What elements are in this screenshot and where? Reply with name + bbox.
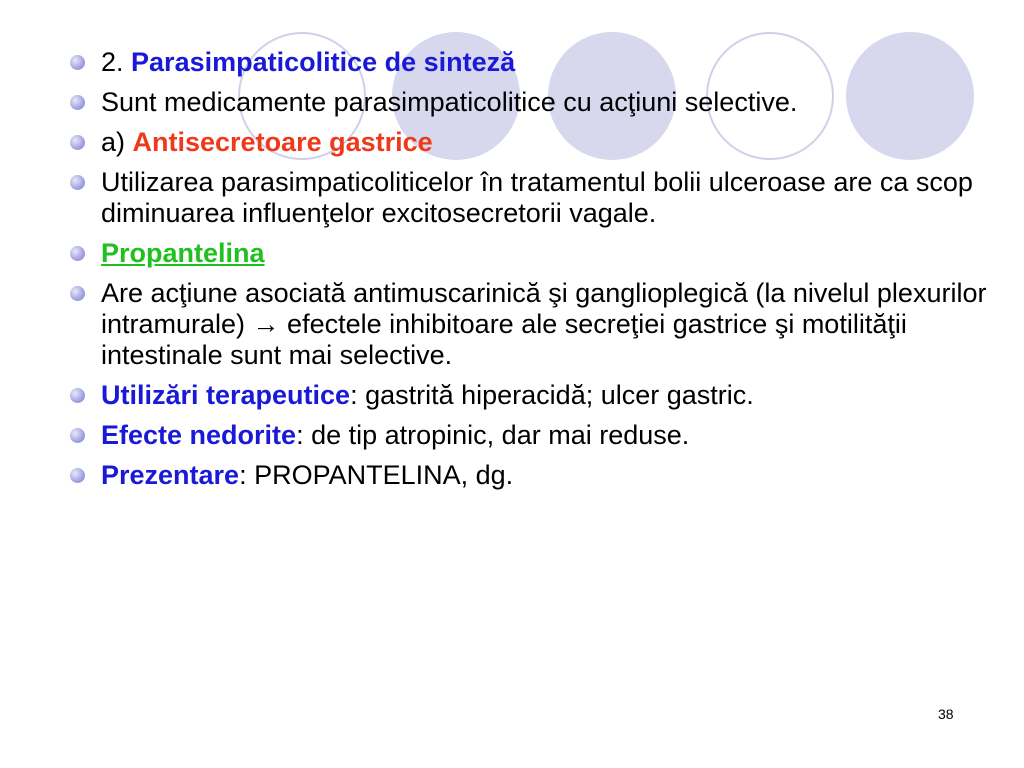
bullet-item-usage [70, 167, 990, 229]
bullet-text: Are acţiune asociată antimuscarinică şi ganglioplegică (la nivelul plexurilor intramurale) → efectele inhibitoare ale secreţiei gastrice şi motilităţii intestinale sunt mai selective. [101, 278, 987, 370]
section-heading: Parasimpaticolitice de sinteză [131, 47, 516, 77]
bullet-dot-icon [70, 388, 85, 403]
bullet-dot-icon [70, 135, 85, 150]
page-number: 38 [938, 706, 954, 722]
bullet-dot-icon [70, 246, 85, 261]
bullet-text: 2. [101, 47, 132, 77]
bullet-dot-icon [70, 55, 85, 70]
bullet-item-category [70, 127, 990, 158]
bullet-item-action [70, 278, 990, 371]
bullet-dot-icon [70, 175, 85, 190]
field-value: : PROPANTELINA, dg. [239, 460, 514, 490]
bullet-dot-icon [70, 428, 85, 443]
bullet-item-therapeutic-uses [70, 380, 990, 411]
bullet-dot-icon [70, 468, 85, 483]
bullet-dot-icon [70, 286, 85, 301]
bullet-text: Utilizarea parasimpaticoliticelor în tratamentul bolii ulceroase are ca scop diminuarea influenţelor excitosecretorii vagale. [101, 167, 973, 228]
bullet-item-drug [70, 238, 990, 269]
bullet-text: Sunt medicamente parasimpaticolitice cu acţiuni selective. [101, 87, 798, 117]
field-label: Efecte nedorite [101, 420, 297, 450]
bullet-text: a) [101, 127, 133, 157]
bullet-item-description [70, 87, 990, 118]
bullet-item-side-effects [70, 420, 990, 451]
field-value: : gastrită hiperacidă; ulcer gastric. [350, 380, 754, 410]
field-value: : de tip atropinic, dar mai reduse. [296, 420, 690, 450]
drug-name-link[interactable]: Propantelina [101, 238, 265, 268]
field-label: Utilizări terapeutice [101, 380, 351, 410]
bullet-dot-icon [70, 95, 85, 110]
slide-body [70, 47, 990, 500]
bullet-item-presentation [70, 460, 990, 491]
bullet-item-subtitle [70, 47, 990, 78]
field-label: Prezentare [101, 460, 240, 490]
category-heading: Antisecretoare gastrice [132, 127, 433, 157]
